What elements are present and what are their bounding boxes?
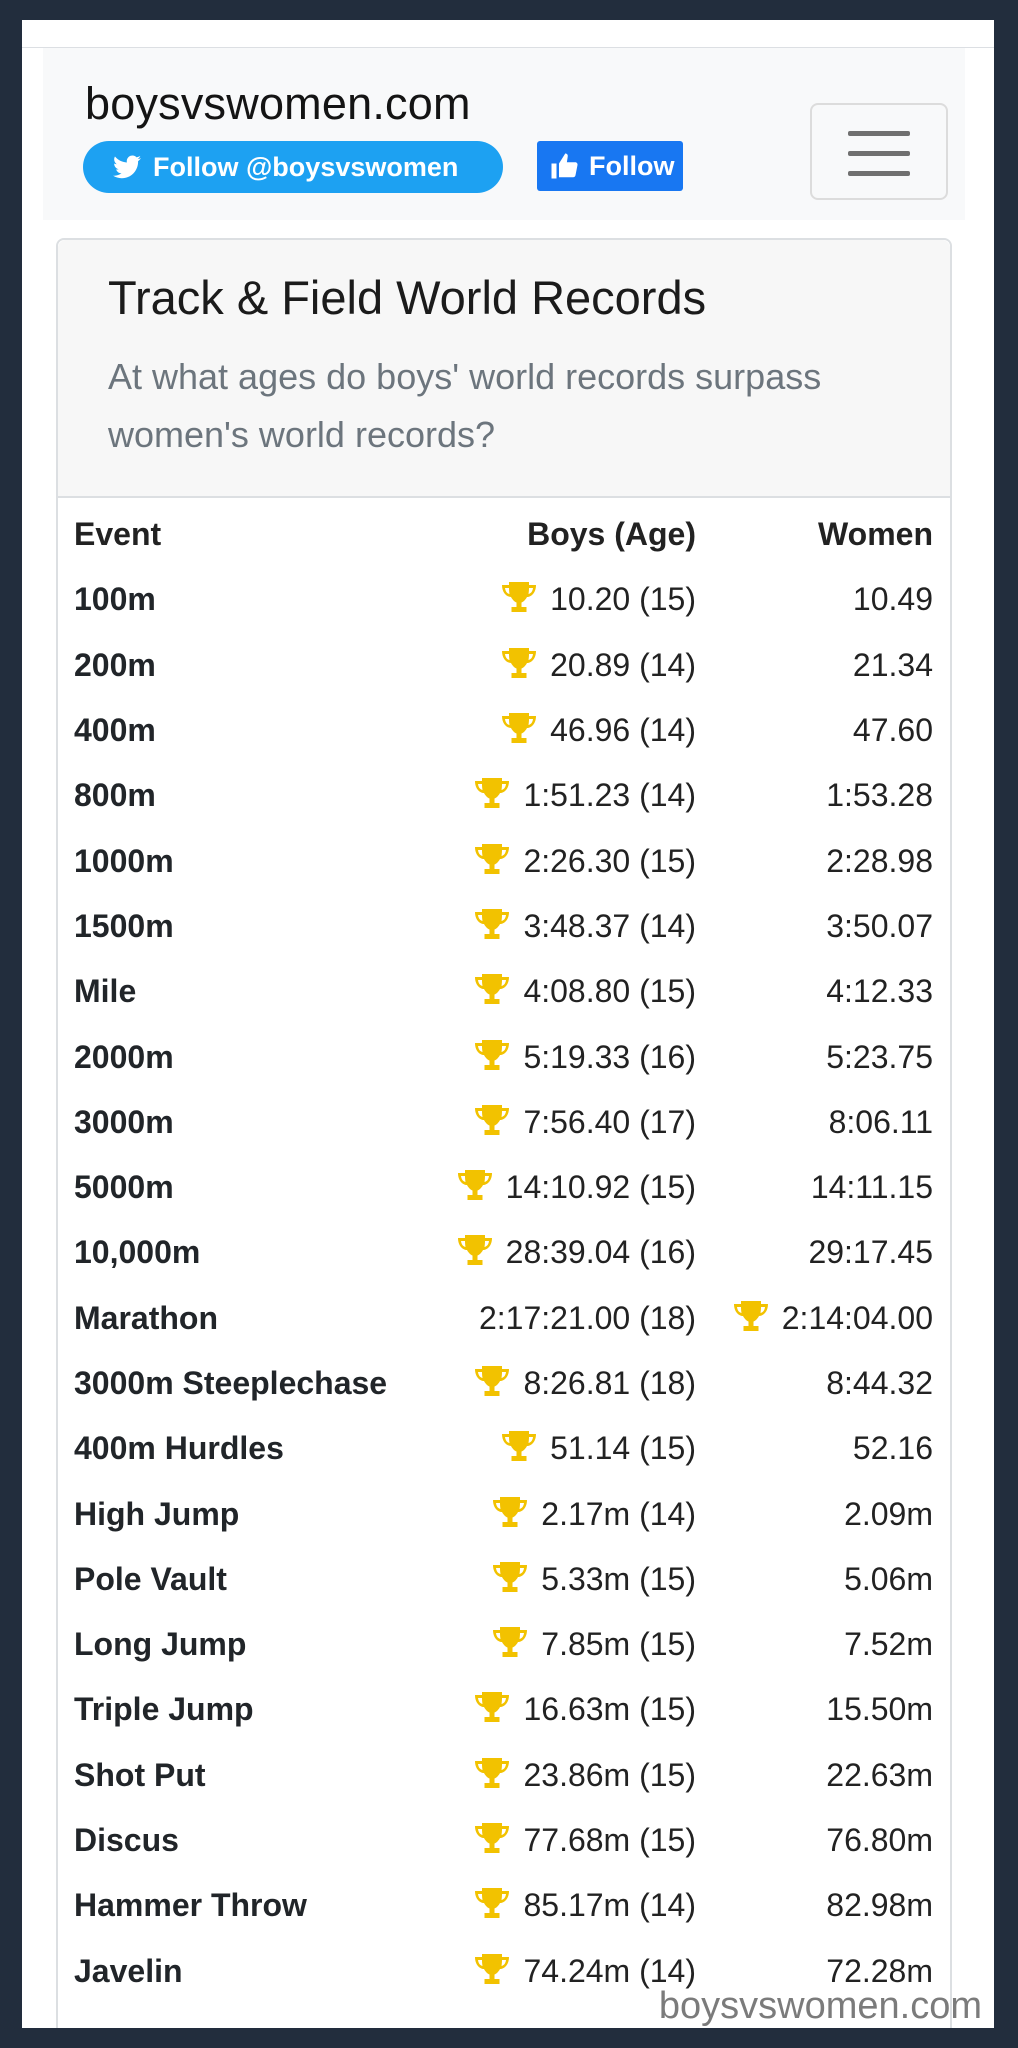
event-cell: Long Jump <box>74 1626 247 1663</box>
women-record: 52.16 <box>852 1430 933 1467</box>
women-cell <box>700 1547 950 1612</box>
boys-record: 8:26.81 (18) <box>523 1365 696 1401</box>
table-row <box>58 633 950 698</box>
trophy-icon <box>473 973 511 1007</box>
women-cell <box>700 959 950 1024</box>
boys-cell <box>418 1677 700 1742</box>
trophy-icon <box>491 1496 529 1530</box>
women-cell <box>700 1481 950 1546</box>
page-title: Track & Field World Records <box>108 271 707 324</box>
event-cell: 1500m <box>74 907 174 944</box>
women-cell <box>700 698 950 763</box>
records-table <box>58 502 950 2004</box>
boys-cell <box>418 1481 700 1546</box>
boys-cell <box>418 1612 700 1677</box>
boys-record: 3:48.37 (14) <box>523 907 696 944</box>
women-record: 29:17.45 <box>808 1234 933 1271</box>
women-cell <box>700 1024 950 1089</box>
table-row <box>58 1677 950 1742</box>
women-record: 5.06m <box>844 1560 933 1597</box>
event-cell: Triple Jump <box>74 1691 254 1728</box>
women-record: 1:53.28 <box>826 777 933 814</box>
women-record: 3:50.07 <box>826 907 933 944</box>
hamburger-menu-icon <box>848 131 910 136</box>
event-cell: High Jump <box>74 1495 240 1532</box>
brand-link[interactable]: boysvswomen.com <box>85 78 471 129</box>
card-header <box>58 240 950 498</box>
women-cell <box>700 633 950 698</box>
event-cell: Marathon <box>74 1299 218 1336</box>
table-row <box>58 1286 950 1351</box>
boys-cell <box>418 1939 700 2004</box>
table-row <box>58 1808 950 1873</box>
women-record: 5:23.75 <box>826 1038 933 1075</box>
table-row <box>58 763 950 828</box>
trophy-icon <box>456 1169 494 1203</box>
boys-record: 51.14 (15) <box>550 1430 696 1467</box>
boys-cell <box>418 1873 700 1938</box>
event-cell: Discus <box>74 1822 179 1859</box>
women-record: 22.63m <box>826 1756 933 1793</box>
boys-record: 7:56.40 (17) <box>523 1103 696 1140</box>
trophy-icon <box>473 1757 511 1791</box>
boys-cell <box>418 1743 700 1808</box>
table-row <box>58 567 950 632</box>
women-cell <box>700 1220 950 1285</box>
women-record: 2:28.98 <box>826 842 933 879</box>
boys-record: 16.63m (15) <box>523 1691 696 1728</box>
twitter-bird-icon <box>113 155 141 179</box>
event-cell: 2000m <box>74 1038 174 1075</box>
event-cell: 800m <box>74 777 156 814</box>
women-record: 4:12.33 <box>826 973 933 1010</box>
boys-record: 77.68m (15) <box>523 1822 696 1859</box>
boys-record: 2:26.30 (15) <box>523 842 696 879</box>
women-cell <box>700 1090 950 1155</box>
women-cell <box>700 763 950 828</box>
header-women: Women <box>818 516 933 553</box>
trophy-icon <box>473 1887 511 1921</box>
trophy-icon <box>473 1691 511 1725</box>
boys-record: 10.20 (15) <box>550 581 696 618</box>
event-cell: 10,000m <box>74 1234 201 1271</box>
event-cell: 400m <box>74 712 156 749</box>
boys-cell <box>418 1090 700 1155</box>
event-cell: Hammer Throw <box>74 1887 307 1924</box>
trophy-icon <box>500 647 538 681</box>
table-row <box>58 1220 950 1285</box>
page-frame <box>22 20 994 2028</box>
event-cell: 1000m <box>74 842 174 879</box>
event-cell: Shot Put <box>74 1756 206 1793</box>
boys-cell <box>418 763 700 828</box>
table-row <box>58 894 950 959</box>
boys-cell <box>418 894 700 959</box>
hamburger-bar <box>848 171 910 176</box>
twitter-follow-button[interactable] <box>83 141 503 193</box>
boys-record: 2:17:21.00 (18) <box>478 1299 696 1336</box>
table-row <box>58 698 950 763</box>
women-cell <box>700 567 950 632</box>
women-record: 8:06.11 <box>828 1103 933 1140</box>
women-record: 47.60 <box>852 712 933 749</box>
boys-record: 1:51.23 (14) <box>523 777 696 814</box>
watermark: boysvswomen.com <box>658 1985 982 2027</box>
boys-record: 20.89 (14) <box>550 646 696 683</box>
women-record: 7.52m <box>844 1626 933 1663</box>
boys-cell <box>418 959 700 1024</box>
boys-cell <box>418 1155 700 1220</box>
women-record: 15.50m <box>826 1691 933 1728</box>
navbar <box>43 48 965 220</box>
boys-record: 2.17m (14) <box>541 1495 696 1532</box>
event-cell: 3000m <box>74 1103 174 1140</box>
trophy-icon <box>473 1365 511 1399</box>
trophy-icon <box>491 1626 529 1660</box>
event-cell: Mile <box>74 973 137 1010</box>
women-record: 10.49 <box>852 581 933 618</box>
page-subtitle: At what ages do boys' world records surpass women's world records? <box>108 356 822 455</box>
women-cell <box>700 1351 950 1416</box>
records-card <box>56 238 952 2028</box>
boys-record: 5.33m (15) <box>541 1560 696 1597</box>
trophy-icon <box>732 1300 770 1334</box>
header-event: Event <box>74 516 162 553</box>
table-row <box>58 1090 950 1155</box>
women-cell <box>700 1873 950 1938</box>
women-cell <box>700 1416 950 1481</box>
boys-cell <box>418 698 700 763</box>
table-row <box>58 1155 950 1220</box>
table-row <box>58 1873 950 1938</box>
women-cell <box>700 1155 950 1220</box>
table-header-row <box>58 502 950 567</box>
boys-record: 4:08.80 (15) <box>523 973 696 1010</box>
event-cell: 200m <box>74 646 156 683</box>
women-cell <box>700 1743 950 1808</box>
trophy-icon <box>456 1234 494 1268</box>
boys-record: 5:19.33 (16) <box>523 1038 696 1075</box>
event-cell: 5000m <box>74 1169 174 1206</box>
trophy-icon <box>500 1430 538 1464</box>
trophy-icon <box>473 777 511 811</box>
women-record: 76.80m <box>826 1822 933 1859</box>
boys-cell <box>418 1808 700 1873</box>
women-cell <box>700 1612 950 1677</box>
women-record: 21.34 <box>852 646 933 683</box>
trophy-icon <box>473 1039 511 1073</box>
boys-cell <box>418 1416 700 1481</box>
trophy-icon <box>473 1953 511 1987</box>
event-cell: 3000m Steeplechase <box>74 1365 388 1401</box>
table-row <box>58 828 950 893</box>
trophy-icon <box>500 712 538 746</box>
table-row <box>58 1481 950 1546</box>
women-cell <box>700 894 950 959</box>
boys-cell <box>418 633 700 698</box>
records-body <box>58 567 950 2004</box>
boys-cell <box>418 567 700 632</box>
table-row <box>58 959 950 1024</box>
event-cell: 100m <box>74 581 156 618</box>
table-row <box>58 1612 950 1677</box>
women-record: 8:44.32 <box>826 1365 933 1401</box>
trophy-icon <box>500 581 538 615</box>
hamburger-menu-button[interactable] <box>810 103 948 200</box>
table-row <box>58 1416 950 1481</box>
boys-cell <box>418 1351 700 1416</box>
facebook-follow-button[interactable] <box>537 141 683 191</box>
women-record: 14:11.15 <box>810 1169 933 1206</box>
boys-cell <box>418 1220 700 1285</box>
women-record: 2:14:04.00 <box>781 1299 933 1336</box>
table-row <box>58 1547 950 1612</box>
boys-record: 85.17m (14) <box>523 1887 696 1924</box>
women-cell <box>700 1808 950 1873</box>
boys-record: 23.86m (15) <box>523 1756 696 1793</box>
trophy-icon <box>491 1561 529 1595</box>
table-row <box>58 1743 950 1808</box>
hamburger-bar <box>848 151 910 156</box>
women-record: 82.98m <box>826 1887 933 1924</box>
thumbs-up-icon <box>549 151 579 181</box>
header-boys: Boys (Age) <box>527 516 696 553</box>
boys-record: 28:39.04 (16) <box>505 1234 696 1271</box>
boys-cell <box>418 1024 700 1089</box>
event-cell: Javelin <box>74 1952 183 1989</box>
facebook-follow-label: Follow <box>589 150 675 181</box>
boys-record: 14:10.92 (15) <box>505 1169 696 1206</box>
boys-record: 74.24m (14) <box>523 1952 696 1989</box>
boys-cell <box>418 1286 700 1351</box>
trophy-icon <box>473 1822 511 1856</box>
women-record: 2.09m <box>844 1495 933 1532</box>
trophy-icon <box>473 843 511 877</box>
trophy-icon <box>473 908 511 942</box>
boys-record: 7.85m (15) <box>541 1626 696 1663</box>
boys-cell <box>418 828 700 893</box>
boys-cell <box>418 1547 700 1612</box>
women-cell <box>700 1286 950 1351</box>
women-cell <box>700 1677 950 1742</box>
table-row <box>58 1351 950 1416</box>
boys-record: 46.96 (14) <box>550 712 696 749</box>
event-cell: Pole Vault <box>74 1560 227 1597</box>
table-row <box>58 1024 950 1089</box>
women-record: 72.28m <box>826 1952 933 1989</box>
twitter-follow-label: Follow @boysvswomen <box>153 151 459 182</box>
event-cell: 400m Hurdles <box>74 1430 284 1467</box>
women-cell <box>700 828 950 893</box>
trophy-icon <box>473 1104 511 1138</box>
